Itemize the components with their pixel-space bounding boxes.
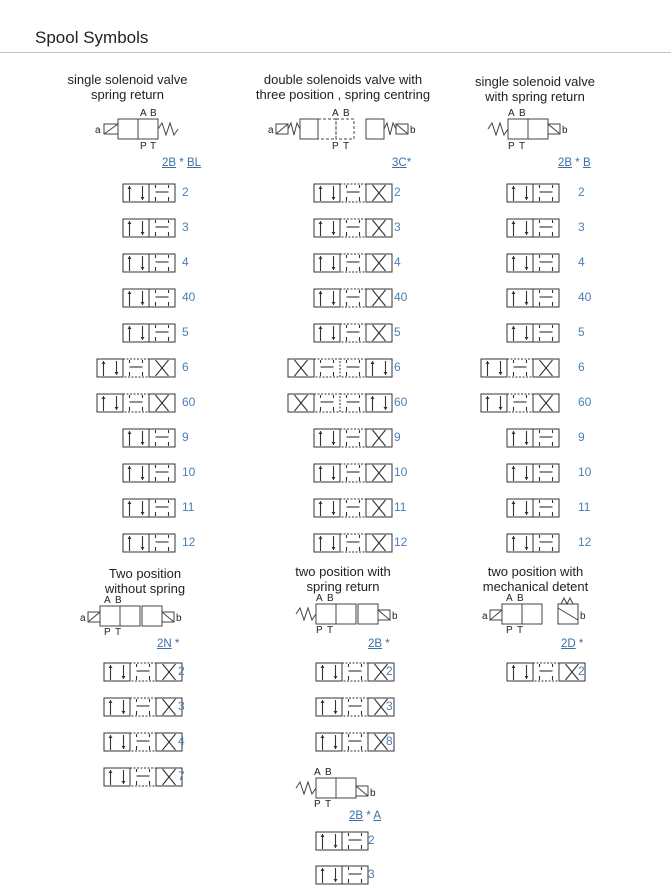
spool-code: 5 <box>182 325 189 339</box>
spool-code: 60 <box>182 395 196 409</box>
port-label-P: P <box>506 625 513 636</box>
port-label-B: B <box>150 108 157 119</box>
spool-code: 3 <box>394 220 401 234</box>
port-label-A: A <box>140 108 147 119</box>
port-label-T: T <box>517 625 524 636</box>
model-code: 2D * <box>561 638 584 650</box>
port-label-B: B <box>519 108 526 119</box>
page-title: Spool Symbols <box>35 28 149 47</box>
spool-symbol <box>122 498 176 523</box>
port-label-A: A <box>104 595 111 606</box>
spool-symbol <box>96 358 176 383</box>
spool-code: 10 <box>578 465 592 479</box>
port-label-A: A <box>314 767 321 778</box>
spool-symbol <box>313 183 393 208</box>
spool-symbol <box>122 183 176 208</box>
title-divider <box>0 52 671 53</box>
spool-code: 12 <box>182 535 196 549</box>
spool-code: 6 <box>394 360 401 374</box>
valve-header-symbol <box>296 766 396 812</box>
port-label-B: B <box>115 595 122 606</box>
spool-symbol <box>96 393 176 418</box>
spool-code: 3 <box>386 699 393 713</box>
spool-code: 4 <box>394 255 401 269</box>
section-title: two position with spring return <box>295 564 391 594</box>
spool-symbol <box>313 463 393 488</box>
spool-symbol <box>313 288 393 313</box>
spool-symbol <box>122 253 176 278</box>
spool-symbol <box>122 463 176 488</box>
port-label-B: B <box>325 767 332 778</box>
port-label-P: P <box>104 627 111 638</box>
port-label-B: B <box>327 593 334 604</box>
section-title: double solenoids valve with three position , spring centring <box>255 72 431 102</box>
valve-header-symbol <box>268 106 418 152</box>
spool-code: 4 <box>578 255 585 269</box>
valve-header-symbol <box>296 592 406 638</box>
spool-code: 40 <box>578 290 592 304</box>
port-label-T: T <box>150 141 157 152</box>
spool-code: 10 <box>182 465 196 479</box>
spool-symbol <box>315 831 369 856</box>
spool-symbol <box>315 865 369 890</box>
port-label-A: A <box>508 108 515 119</box>
port-label-P: P <box>140 141 147 152</box>
spool-code: 60 <box>394 395 408 409</box>
port-label-b: b <box>410 125 416 136</box>
port-label-T: T <box>115 627 122 638</box>
spool-code: 5 <box>578 325 585 339</box>
spool-code: 6 <box>578 360 585 374</box>
spool-symbol <box>315 732 395 757</box>
spool-code: 10 <box>394 465 408 479</box>
spool-code: 4 <box>178 734 185 748</box>
spool-code: 2 <box>178 664 185 678</box>
spool-code: 2 <box>578 664 585 678</box>
section-title: single solenoid valve spring return <box>67 72 188 102</box>
spool-symbol <box>103 767 183 792</box>
spool-symbol <box>287 393 393 418</box>
model-code: 2B * B <box>558 157 591 169</box>
spool-code: 9 <box>578 430 585 444</box>
spool-code: 11 <box>578 500 591 514</box>
spool-symbol <box>122 323 176 348</box>
spool-symbol <box>103 697 183 722</box>
port-label-A: A <box>506 593 513 604</box>
spool-symbol <box>122 218 176 243</box>
port-label-T: T <box>519 141 526 152</box>
spool-code: 6 <box>182 360 189 374</box>
spool-code: 3 <box>368 867 375 881</box>
port-label-B: B <box>517 593 524 604</box>
spool-symbol <box>287 358 393 383</box>
port-label-A: A <box>332 108 339 119</box>
spool-code: 40 <box>394 290 408 304</box>
spool-symbol <box>506 662 586 687</box>
valve-header-symbol <box>488 106 578 152</box>
spool-symbol <box>103 732 183 757</box>
spool-symbol <box>313 533 393 558</box>
spool-symbol <box>313 498 393 523</box>
spool-symbol <box>506 218 560 243</box>
port-label-a: a <box>268 125 274 136</box>
spool-code: 3 <box>578 220 585 234</box>
port-label-b: b <box>176 613 182 624</box>
section-title: Two position without spring <box>104 566 186 596</box>
port-label-P: P <box>508 141 515 152</box>
spool-symbol <box>506 288 560 313</box>
spool-symbol <box>313 218 393 243</box>
port-label-T: T <box>343 141 350 152</box>
spool-symbol <box>480 358 560 383</box>
spool-code: 12 <box>394 535 408 549</box>
port-label-b: b <box>562 125 568 136</box>
valve-header-symbol <box>482 592 592 638</box>
spool-symbol <box>506 498 560 523</box>
spool-code: 11 <box>182 500 195 514</box>
spool-symbol <box>315 697 395 722</box>
port-label-a: a <box>80 613 86 624</box>
spool-symbol <box>313 428 393 453</box>
spool-code: 2 <box>578 185 585 199</box>
section-title: two position with mechanical detent <box>482 564 589 594</box>
spool-symbol <box>506 428 560 453</box>
spool-symbol <box>506 183 560 208</box>
model-code: 2N * <box>157 638 180 650</box>
spool-code: 2 <box>182 185 189 199</box>
port-label-a: a <box>482 611 488 622</box>
spool-code: 3 <box>178 699 185 713</box>
spool-symbol <box>506 533 560 558</box>
spool-symbol <box>313 323 393 348</box>
model-code: 2B * A <box>349 810 381 822</box>
spool-symbol <box>506 253 560 278</box>
spool-symbol <box>313 253 393 278</box>
port-label-P: P <box>332 141 339 152</box>
spool-code: 9 <box>394 430 401 444</box>
spool-code: 40 <box>182 290 196 304</box>
model-code: 2B * <box>368 638 390 650</box>
spool-code: 60 <box>578 395 592 409</box>
port-label-b: b <box>392 611 398 622</box>
spool-code: 3 <box>182 220 189 234</box>
spool-symbol <box>480 393 560 418</box>
port-label-a: a <box>95 125 101 136</box>
spool-code: 4 <box>182 255 189 269</box>
spool-symbol <box>103 662 183 687</box>
port-label-B: B <box>343 108 350 119</box>
port-label-T: T <box>325 799 332 810</box>
port-label-P: P <box>316 625 323 636</box>
port-label-P: P <box>314 799 321 810</box>
spool-code: 8 <box>386 734 393 748</box>
spool-code: 7 <box>178 769 185 783</box>
section-title: single solenoid valve with spring return <box>475 74 595 104</box>
spool-code: 2 <box>386 664 393 678</box>
port-label-T: T <box>327 625 334 636</box>
model-code: 2B * BL <box>162 157 202 169</box>
spool-symbol <box>506 323 560 348</box>
valve-header-symbol <box>95 106 185 152</box>
spool-code: 2 <box>394 185 401 199</box>
spool-code: 2 <box>368 833 375 847</box>
spool-symbol <box>506 463 560 488</box>
port-label-b: b <box>580 611 586 622</box>
port-label-b: b <box>370 788 376 799</box>
spool-code: 5 <box>394 325 401 339</box>
model-code: 3C* <box>392 157 412 169</box>
spool-symbol <box>315 662 395 687</box>
port-label-A: A <box>316 593 323 604</box>
spool-code: 11 <box>394 500 407 514</box>
spool-symbol <box>122 288 176 313</box>
spool-code: 9 <box>182 430 189 444</box>
spool-symbol <box>122 428 176 453</box>
spool-code: 12 <box>578 535 592 549</box>
valve-header-symbol <box>80 594 190 640</box>
spool-symbol <box>122 533 176 558</box>
